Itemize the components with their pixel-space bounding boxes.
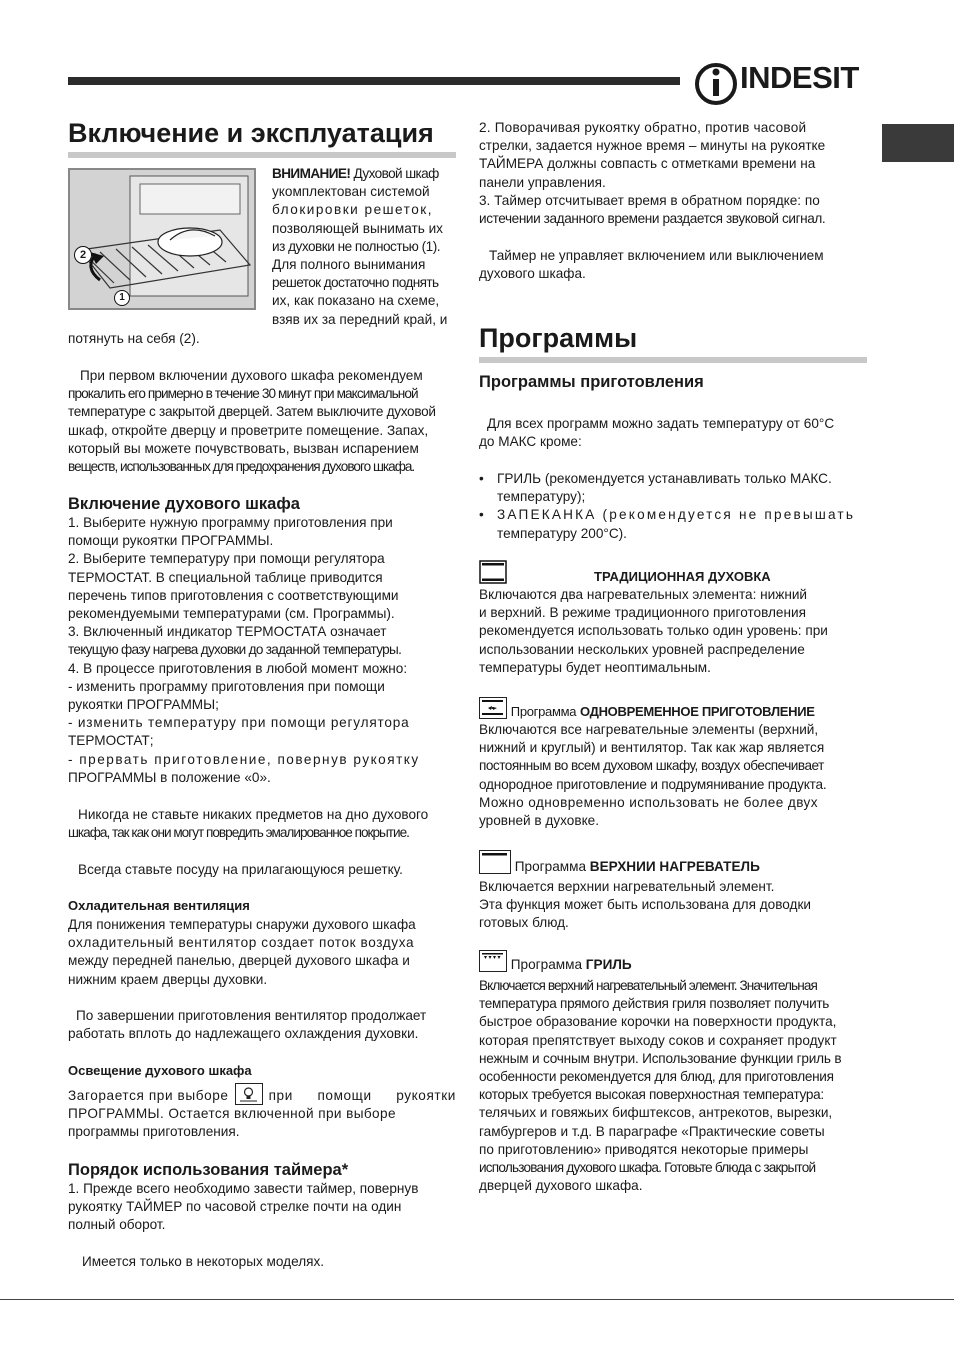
- timer-continued: 2. Поворачивая рукоятку обратно, против часовой стрелки, задается нужное время – минуты на рукоятке ТАЙМЕРА должны совпасть с отметками времени на панели управления. 3. Таймер отсчитывает время в обратном порядке: по истечении заданного времени раздается звуковой сигнал.: [479, 120, 826, 227]
- fan-oven-icon: [479, 697, 507, 719]
- cooking-programs-heading: Программы приготовления: [479, 373, 704, 391]
- indesit-logo: [694, 58, 874, 108]
- warning-line: Для полного вынимания: [272, 257, 426, 273]
- programs-title: Программы: [479, 322, 867, 363]
- language-tab: [882, 124, 954, 162]
- warning-line: их, как показано на схеме,: [272, 293, 440, 309]
- light-paragraph: Загорается при выборе при помощи рукоятки ПРОГРАММЫ. Остается включенной при выборе программы приготовления.: [68, 1083, 456, 1141]
- switch-on-paragraph: 1. Выберите нужную программу приготовления при помощи рукоятки ПРОГРАММЫ. 2. Выберите температуру при помощи регулятора ТЕРМОСТАТ. В специальной таблице приводится перечень типов приготовления с соответствующими рекомендуемыми температурами (см. Программы). 3. Включенный индикатор ТЕРМОСТАТА означает текущую фазу нагрева духовки до заданной температуры. 4. В процессе приготовления в любой момент можно: - изменить программу приготовления при помощи рукоятки ПРОГРАММЫ; - изменить температуру при помощи регулятора ТЕРМОСТАТ; - прервать приготовление, повернув рукоятку ПРОГРАММЫ в положение «0».: [68, 515, 420, 785]
- warning-line: укомплектован системой: [272, 184, 430, 200]
- warning-line: из духовки не полностью (1).: [272, 238, 441, 254]
- cooling-paragraph: Для понижения температуры снаружи духового шкафа охладительный вентилятор создает поток воздуха между передней панелью, дверцей духового шкафа и нижним краем дверцы духовки.: [68, 917, 416, 987]
- timer-heading: Порядок использования таймера*: [68, 1161, 349, 1179]
- oven-rack-figure: [68, 168, 256, 310]
- cooling-after-paragraph: По завершении приготовления вентилятор продолжает работать вплоть до надлежащего охлаждения духовки.: [68, 1008, 427, 1042]
- warning-line: взяв их за передний край, и: [272, 311, 448, 327]
- first-use-paragraph: При первом включении духового шкафа рекомендуем прокалить его примерно в течение 30 минут при максимальной температуре с закрытой дверцей. Затем выключите духовой шкаф, откройте дверцу и проветрите помещение. Запах, который вы можете почувствовать, вызван испарением веществ, использованных для предохранения духового шкафа.: [68, 368, 436, 475]
- warning-tail: потянуть на себя (2).: [68, 331, 200, 346]
- grill-paragraph: Включается верхний нагревательный элемент. Значительная температура прямого действия гриля позволяет получить быстрое образование корочки на поверхности продукта, которая препятствует выходу соков и сохраняет продукт нежным и сочным внутри. Использование функции гриль в особенности рекомендуется для блюд, для приготовления которых требуется высокая поверхностная температура: телячьих и говяжьих бифштексов, антрекотов, вырезки, гамбургеров и т.д. В параграфе «Практические советы по приготовлению» приводятся некоторые примеры использования духового шкафа. Готовьте блюда с закрытой дверцей духового шкафа.: [479, 978, 842, 1194]
- traditional-paragraph: Включаются два нагревательных элемента: нижний и верхний. В режиме традиционного приготовления рекомендуется использовать только один уровень: при использовании нескольких уровней распределение температуры будет неоптимальным.: [479, 587, 828, 675]
- light-heading: Освещение духового шкафа: [68, 1063, 252, 1078]
- grill-header: Программа ГРИЛЬ: [479, 950, 632, 975]
- warning-line: позволяющей вынимать их: [272, 220, 443, 236]
- list-item: • ГРИЛЬ (рекомендуется устанавливать только МАКС. температуру);: [479, 470, 867, 506]
- warning-line: блокировки решеток,: [272, 202, 434, 218]
- list-item: • ЗАПЕКАНКА (рекомендуется не превышать температуру 200°С).: [479, 506, 867, 542]
- simultaneous-header: Программа ОДНОВРЕМЕННОЕ ПРИГОТОВЛЕНИЕ: [479, 697, 867, 722]
- warning-line: решеток достаточно поднять: [272, 275, 439, 291]
- timer-paragraph: 1. Прежде всего необходимо завести таймер, повернув рукоятку ТАЙМЕР по часовой стрелке почти на один полный оборот.: [68, 1181, 419, 1233]
- warning-line-1: ВНИМАНИЕ! Духовой шкаф: [272, 166, 439, 181]
- top-heater-icon: [479, 850, 511, 874]
- footer-rule: [0, 1299, 954, 1300]
- top-heater-paragraph: Включается верхнии нагревательный элемент. Эта функция может быть использована для доводки готовых блюд.: [479, 879, 812, 931]
- timer-note: Таймер не управляет включением или выключением духового шкафа.: [479, 248, 824, 282]
- rack-diagram: [70, 170, 254, 308]
- header-rule: [68, 77, 680, 85]
- traditional-oven-icon: [479, 560, 507, 589]
- exceptions-list: [479, 470, 867, 543]
- temperature-paragraph: Для всех программ можно задать температуру от 60°С до МАКС кроме:: [479, 416, 835, 450]
- page-title: Включение и эксплуатация: [68, 117, 456, 158]
- top-heater-header: Программа ВЕРХНИИ НАГРЕВАТЕЛЬ: [479, 850, 760, 877]
- figure-label-1: 1: [114, 290, 130, 306]
- logo-i-icon: [694, 58, 738, 108]
- cooling-heading: Охладительная вентиляция: [68, 898, 250, 913]
- never-paragraph: Никогда не ставьте никаких предметов на дно духового шкафа, так как они могут повредить эмалированное покрытие.: [68, 807, 429, 841]
- grill-icon: [479, 950, 507, 972]
- simultaneous-paragraph: Включаются все нагревательные элементы (верхний, нижний и круглый) и вентилятор. Так как жар является постоянным во всем духовом шкафу, воздух обеспечивает однородное приготовление и подрумянивание продукта. Можно одновременно использовать не более двух уровней в духовке.: [479, 722, 827, 829]
- warning-label: ВНИМАНИЕ!: [272, 166, 351, 181]
- logo-wordmark: INDESIT: [740, 60, 859, 95]
- warning-block: [272, 165, 456, 329]
- switch-on-heading: Включение духового шкафа: [68, 495, 300, 513]
- footnote: Имеется только в некоторых моделях.: [82, 1254, 325, 1269]
- lamp-icon: [235, 1083, 263, 1105]
- traditional-title: ТРАДИЦИОННАЯ ДУХОВКА: [594, 569, 771, 584]
- always-note: Всегда ставьте посуду на прилагающуюся решетку.: [78, 862, 403, 877]
- figure-label-2: 2: [74, 246, 92, 264]
